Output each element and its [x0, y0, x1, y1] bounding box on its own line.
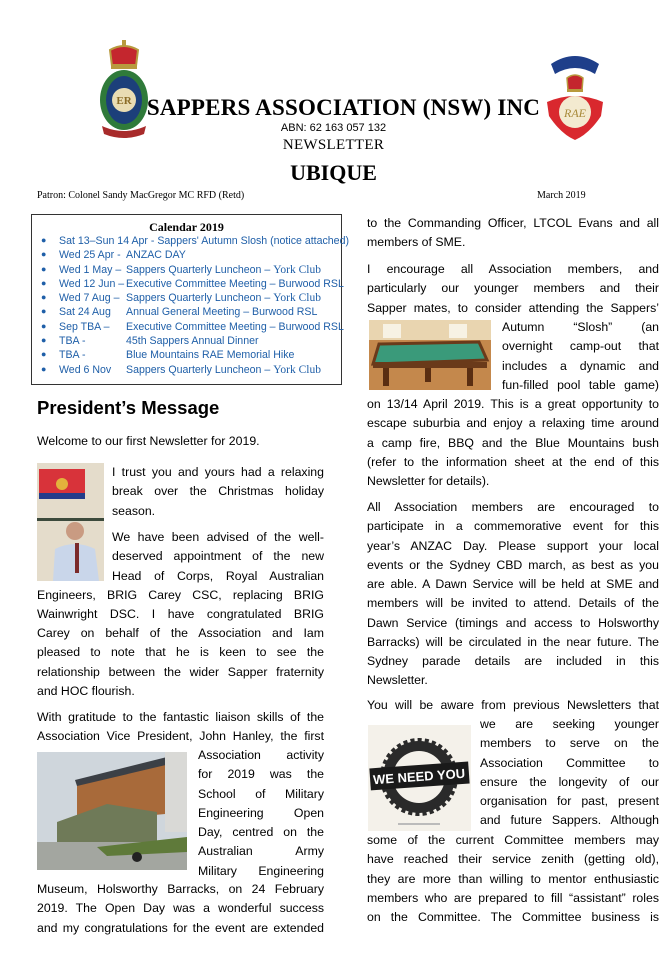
- bullet-icon: ●: [41, 306, 47, 317]
- calendar-item-event: [126, 278, 344, 290]
- svg-text:RAE: RAE: [564, 106, 586, 120]
- body-text-line: Sydney parade details are included in this: [367, 654, 659, 668]
- calendar-item-event: [126, 306, 317, 318]
- body-text-line: a camp fire, BBQ and the Blue Mountains bush: [367, 435, 659, 450]
- organisation-name: SAPPERS ASSOCIATION (NSW) INC: [146, 95, 541, 120]
- body-text-line: members to serve on the: [480, 736, 659, 751]
- calendar-item-event: [126, 335, 259, 347]
- bullet-icon: ●: [41, 249, 47, 260]
- body-text-line: some of the current Committee members may: [367, 833, 659, 847]
- bullet-icon: ●: [41, 277, 47, 288]
- calendar-item-event-text: Sappers Quarterly Luncheon –: [126, 263, 274, 276]
- open-day-photo: [37, 752, 187, 870]
- body-text-line: Association activity: [198, 748, 324, 762]
- body-text-line: Carey on behalf of the Association and Iam: [37, 626, 324, 640]
- newsletter-label: NEWSLETTER: [282, 137, 385, 153]
- body-text-line: Military Engineering: [198, 863, 324, 878]
- body-text-line: Association Committee to: [480, 755, 659, 770]
- calendar-item: [32, 349, 341, 363]
- body-text-line: have reached their service zenith (getting old),: [367, 852, 659, 867]
- body-text-line: With gratitude to the fantastic liaison skills of the: [37, 710, 324, 724]
- calendar-item: [32, 249, 341, 263]
- calendar-item-event-text: Sappers Quarterly Luncheon –: [126, 363, 274, 376]
- calendar-item: [32, 320, 344, 335]
- body-text-line: Association Vice President, John Hanley, the first: [37, 729, 324, 744]
- body-text-line: we are seeking younger: [480, 717, 659, 731]
- body-text-line: overnight camp-out that: [502, 339, 659, 354]
- body-text-line: and HOC flourish.: [37, 683, 135, 698]
- calendar-item-event-text: Blue Mountains RAE Memorial Hike: [126, 349, 295, 362]
- section-heading: President’s Message: [37, 397, 220, 418]
- svg-text:ER: ER: [116, 95, 132, 107]
- calendar-item-venue: York Club: [273, 363, 321, 376]
- body-text-line: season.: [112, 503, 156, 518]
- body-text-line: Wainwright DSC. I have congratulated BRIG: [37, 606, 324, 621]
- body-text-line: on the Committee. The Committee business is: [367, 910, 659, 924]
- body-text-line: We have been advised of the well-: [112, 530, 324, 544]
- bullet-icon: ●: [41, 235, 47, 245]
- body-text-line: (refer to the information sheet at the end of this: [367, 454, 659, 469]
- issue-date: March 2019: [537, 190, 586, 201]
- calendar-item-event-text: Annual General Meeting – Burwood RSL: [126, 306, 318, 319]
- welcome-text: Welcome to our first Newsletter for 2019.: [37, 434, 260, 448]
- body-text-line: for 2019 was the: [198, 767, 324, 782]
- bullet-icon: ●: [41, 263, 47, 274]
- body-text-line: You will be aware from previous Newsletters that: [367, 698, 659, 712]
- body-text-line: events or the Sydney CBD march, as best as you: [367, 557, 659, 572]
- body-text-line: and my congratulations for the event are extended: [37, 920, 324, 935]
- calendar-item-date: TBA -: [59, 349, 86, 362]
- body-text-line: are able. A Dawn Service will be held at SME and: [367, 577, 659, 591]
- body-text-line: year’s ANZAC Day. Please support your local: [367, 538, 659, 553]
- body-text-line: relationship between the wider Sapper fraternity: [37, 664, 324, 679]
- calendar-item-date: Wed 1 May –: [59, 263, 122, 276]
- body-text-line: I trust you and yours had a relaxing: [112, 465, 324, 479]
- body-text-line: organisation for past, present: [480, 794, 659, 808]
- calendar-item-event-text: ANZAC DAY: [126, 249, 186, 262]
- calendar-item-date: Sep TBA –: [59, 320, 110, 333]
- calendar-item-event: [126, 349, 294, 361]
- body-text-line: break over the Christmas holiday: [112, 484, 324, 499]
- calendar-item-event: [126, 292, 321, 304]
- body-text-line: escape suburbia and enjoy a relaxing time around: [367, 416, 659, 431]
- body-text-line: Sapper mates, to consider attending the Sappers’: [367, 300, 659, 315]
- we-need-you-image: [368, 725, 471, 831]
- calendar-title: Calendar 2019: [149, 220, 224, 234]
- bullet-icon: ●: [41, 349, 47, 360]
- body-text-line: Dawn Service (timings and access to Holsworthy: [367, 615, 659, 630]
- body-text-line: ensure the longevity of our: [480, 774, 659, 789]
- bullet-icon: ●: [41, 335, 47, 346]
- calendar-item-date: Sat 13–Sun 14 Apr - Sappers' Autumn Slosh (notice attached): [59, 235, 349, 247]
- body-text-line: Engineers, BRIG Carey CSC, replacing BRIG: [37, 587, 324, 602]
- calendar-item-date: Wed 25 Apr -: [59, 249, 121, 262]
- calendar-item-event: [126, 321, 344, 333]
- body-text-line: Autumn “Slosh” (an: [502, 320, 659, 334]
- body-text-line: Newsletter for details).: [367, 474, 490, 488]
- calendar-item-date: Wed 12 Jun –: [59, 277, 125, 290]
- calendar-item-date: Wed 6 Nov: [59, 363, 112, 376]
- calendar-item-venue: York Club: [273, 292, 321, 305]
- body-text-line: Barracks) will be circulated in the near future. The: [367, 634, 659, 649]
- we-need-you-text: WE NEED YOU: [372, 765, 466, 788]
- body-text-line: Engineering Open: [198, 805, 324, 820]
- body-text-line: fun-filled pool table game): [502, 377, 659, 392]
- calendar-item-date: Wed 7 Aug –: [59, 292, 120, 305]
- calendar-item-event-text: Sappers Quarterly Luncheon –: [126, 292, 274, 305]
- body-text-line: members will be invited to attend. Details of the: [367, 596, 659, 611]
- body-text-line: Day, centred on the: [198, 825, 324, 839]
- body-text-line: to the Commanding Officer, LTCOL Evans and all: [367, 216, 659, 230]
- bullet-icon: ●: [41, 320, 47, 331]
- calendar-item-event: [126, 364, 321, 376]
- calendar-item-event: [126, 264, 321, 276]
- body-text-line: participate in a commemorative event for this: [367, 519, 659, 534]
- masthead-title: UBIQUE: [290, 160, 377, 185]
- calendar-item: [32, 292, 341, 306]
- pool-table-photo: [369, 320, 491, 390]
- calendar-item-date: Sat 24 Aug: [59, 306, 111, 319]
- body-text-line: Head of Corps, Royal Australian: [112, 568, 324, 583]
- body-text-line: I encourage all Association members, and: [367, 262, 659, 276]
- body-text-line: Newsletter.: [367, 673, 428, 688]
- body-text-line: members who are prepared to fill “assistant” roles: [367, 890, 659, 905]
- calendar-item: [32, 306, 341, 320]
- calendar-item: [32, 364, 341, 378]
- body-text-line: they are more than willing to mentor enthusiastic: [367, 871, 659, 886]
- calendar-item: [32, 235, 349, 249]
- patron-line: Patron: Colonel Sandy MacGregor MC RFD (Retd): [37, 190, 245, 201]
- body-text-line: includes a dynamic and: [502, 358, 659, 373]
- body-text-line: deserved appointment of the new: [112, 549, 324, 564]
- calendar-box: [31, 214, 349, 385]
- body-text-line: 2019. The Open Day was a wonderful success: [37, 901, 324, 916]
- bullet-icon: ●: [41, 363, 47, 374]
- calendar-list: [32, 235, 349, 378]
- bullet-icon: ●: [41, 292, 47, 303]
- president-photo: [37, 463, 104, 581]
- body-text-line: All Association members are encouraged to: [367, 500, 659, 514]
- body-text-line: members of SME.: [367, 235, 466, 250]
- body-text-line: School of Military: [198, 786, 324, 801]
- body-text-line: Australian Army: [198, 844, 324, 859]
- calendar-item-event: [126, 249, 186, 261]
- calendar-item: [32, 264, 341, 278]
- calendar-item-event-text: Executive Committee Meeting – Burwood RSL: [126, 320, 344, 333]
- calendar-item-date: TBA -: [59, 335, 86, 348]
- calendar-item: [32, 277, 344, 292]
- body-text-line: particularly our younger members and their: [367, 281, 659, 296]
- calendar-item-event-text: 45th Sappers Annual Dinner: [126, 335, 259, 348]
- calendar-item: [32, 335, 341, 349]
- body-text-line: and future Sappers. Although: [480, 813, 659, 828]
- body-text-line: pleased to note that he is keen to see the: [37, 645, 324, 660]
- abn-number: ABN: 62 163 057 132: [280, 122, 387, 134]
- body-text-line: on 13/14 April 2019. This is a great opportunity to: [367, 397, 659, 411]
- body-text-line: Museum, Holsworthy Barracks, on 24 February: [37, 882, 324, 896]
- calendar-item-venue: York Club: [273, 263, 321, 276]
- calendar-item-event-text: Executive Committee Meeting – Burwood RSL: [126, 277, 344, 290]
